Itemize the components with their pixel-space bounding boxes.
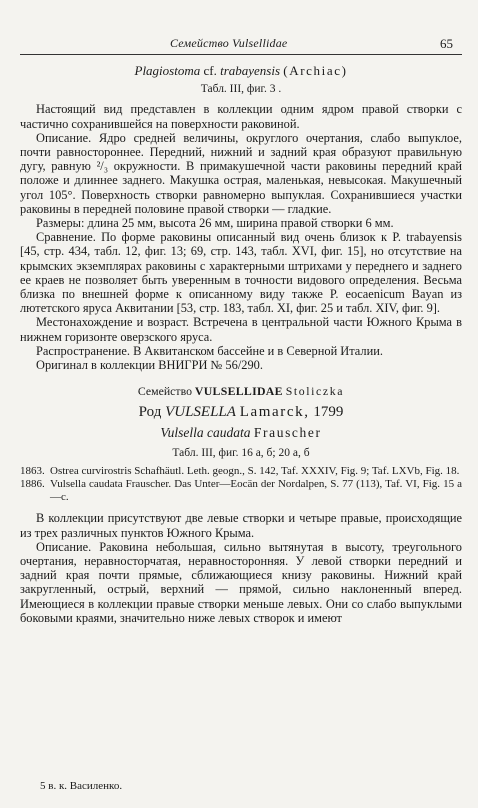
species2-author: Frauscher: [253, 424, 322, 440]
running-title: Семейство Vulsellidae: [170, 36, 288, 50]
paragraph-collection: В коллекции присутствуют две левые створки и четыре правые, происходящие из трех различных пунктов Южного Крыма.: [20, 511, 462, 540]
species-title-vulsella: [20, 426, 462, 440]
family-author: Stoliczka: [285, 384, 345, 399]
paragraph-original: Оригинал в коллекции ВНИГРИ № 56/290.: [36, 358, 263, 373]
page-number: 65: [440, 36, 453, 51]
page-body: [20, 62, 462, 625]
synonymy-entry: [20, 465, 462, 478]
species-genus: Plagiostoma: [134, 63, 201, 78]
genus-prefix: Род: [138, 404, 162, 421]
family-name: VULSELLIDAE: [194, 384, 283, 399]
genus-author: Lamarck,: [239, 404, 310, 421]
genus-name: VULSELLA: [165, 404, 236, 421]
synonymy-year: 1863.: [20, 465, 45, 478]
spacer: [20, 503, 462, 511]
running-head: [0, 36, 478, 54]
species-author: (Archiac): [283, 63, 348, 78]
species2-genus: Vulsella: [160, 424, 204, 440]
family-prefix: Семейство: [137, 384, 192, 399]
genus-heading: [20, 405, 462, 419]
genus-year: 1799: [313, 404, 344, 421]
species-title-plagiostoma: [20, 64, 462, 78]
family-heading: [20, 384, 462, 398]
footnote: 5 в. к. Василенко.: [40, 780, 123, 792]
paragraph-description-2: Описание. Раковина небольшая, сильно вытянутая в высоту, треугольного очертания, неравносторчатая, неравносторонняя. У левой створки передний и задний края почти прямые, сближающиеся книзу раковины. Нижний край закругленный, острый, верхний — прямой, сильно наклоненный вперед. Имеющиеся в коллекции правые створки меньше левых. Они со слабо выпуклыми боковыми краями, значительно ниже левых створок и имеют: [20, 539, 462, 625]
paragraph-distribution: Распространение. В Аквитанском бассейне и в Северной Италии.: [36, 343, 383, 358]
plate-reference: Табл. III, фиг. 3 .: [200, 83, 282, 96]
synonymy-entry: [20, 478, 462, 504]
species-cf: cf.: [200, 63, 221, 78]
paragraph-dimensions: Размеры: длина 25 мм, высота 26 мм, ширина правой створки 6 мм.: [36, 216, 394, 231]
paragraph-intro: Настоящий вид представлен в коллекции одним ядром правой створки с частично сохранившейся на поверхности раковиной.: [20, 102, 462, 131]
species2-epithet: caudata: [207, 424, 251, 440]
synonymy-text: Ostrea curvirostris Schafhäutl. Leth. geogn., S. 142, Taf. XXXIV, Fig. 9; Taf. LXVb, Fig. 18.: [50, 465, 460, 478]
header-rule: [20, 54, 462, 55]
species-epithet: trabayensis: [220, 63, 281, 78]
plate-reference-2: Табл. III, фиг. 16 а, б; 20 а, б: [172, 446, 310, 459]
synonymy-text: Vulsella caudata Frauscher. Das Unter—Eocän der Nordalpen, S. 77 (113), Taf. VI, Fig. 15 a—c.: [50, 477, 462, 503]
paragraph-locality: Местонахождение и возраст. Встречена в центральной части Южного Крыма в нижнем горизонте оверзского яруса.: [20, 315, 462, 344]
paragraph-comparison: Сравнение. По форме раковины описанный вид очень близок к P. trabayensis [45, стр. 434, табл. 12, фиг. 13; 69, стр. 143, табл. XVI, фиг. 15], но отсутствие на крымских экземплярах раковины с характерными штрихами у переднего и заднего ее краев не позволяет быть уверенным в точности видового определения. Весьма близка по внешней форме к описанному виду также P. eocaenicum Bayan из лютетского яруса Аквитании [53, стр. 183, табл. XI, фиг. 25 и табл. XIV, фиг. 9].: [20, 230, 462, 316]
synonymy-year: 1886.: [20, 477, 45, 490]
paragraph-description: Описание. Ядро средней величины, округлого очертания, слабо выпуклое, почти равностороннее. Передний, нижний и задний края образуют правильную дугу, равную ²/₃ окружности. В примакушечной части раковины передний край положе и длиннее заднего. Макушка острая, маленькая, невысокая. Макушечный угол 105°. Поверхность створки равномерно выпуклая. Сохранившиеся участки раковины в передней половине правой створки — гладкие.: [20, 130, 462, 216]
